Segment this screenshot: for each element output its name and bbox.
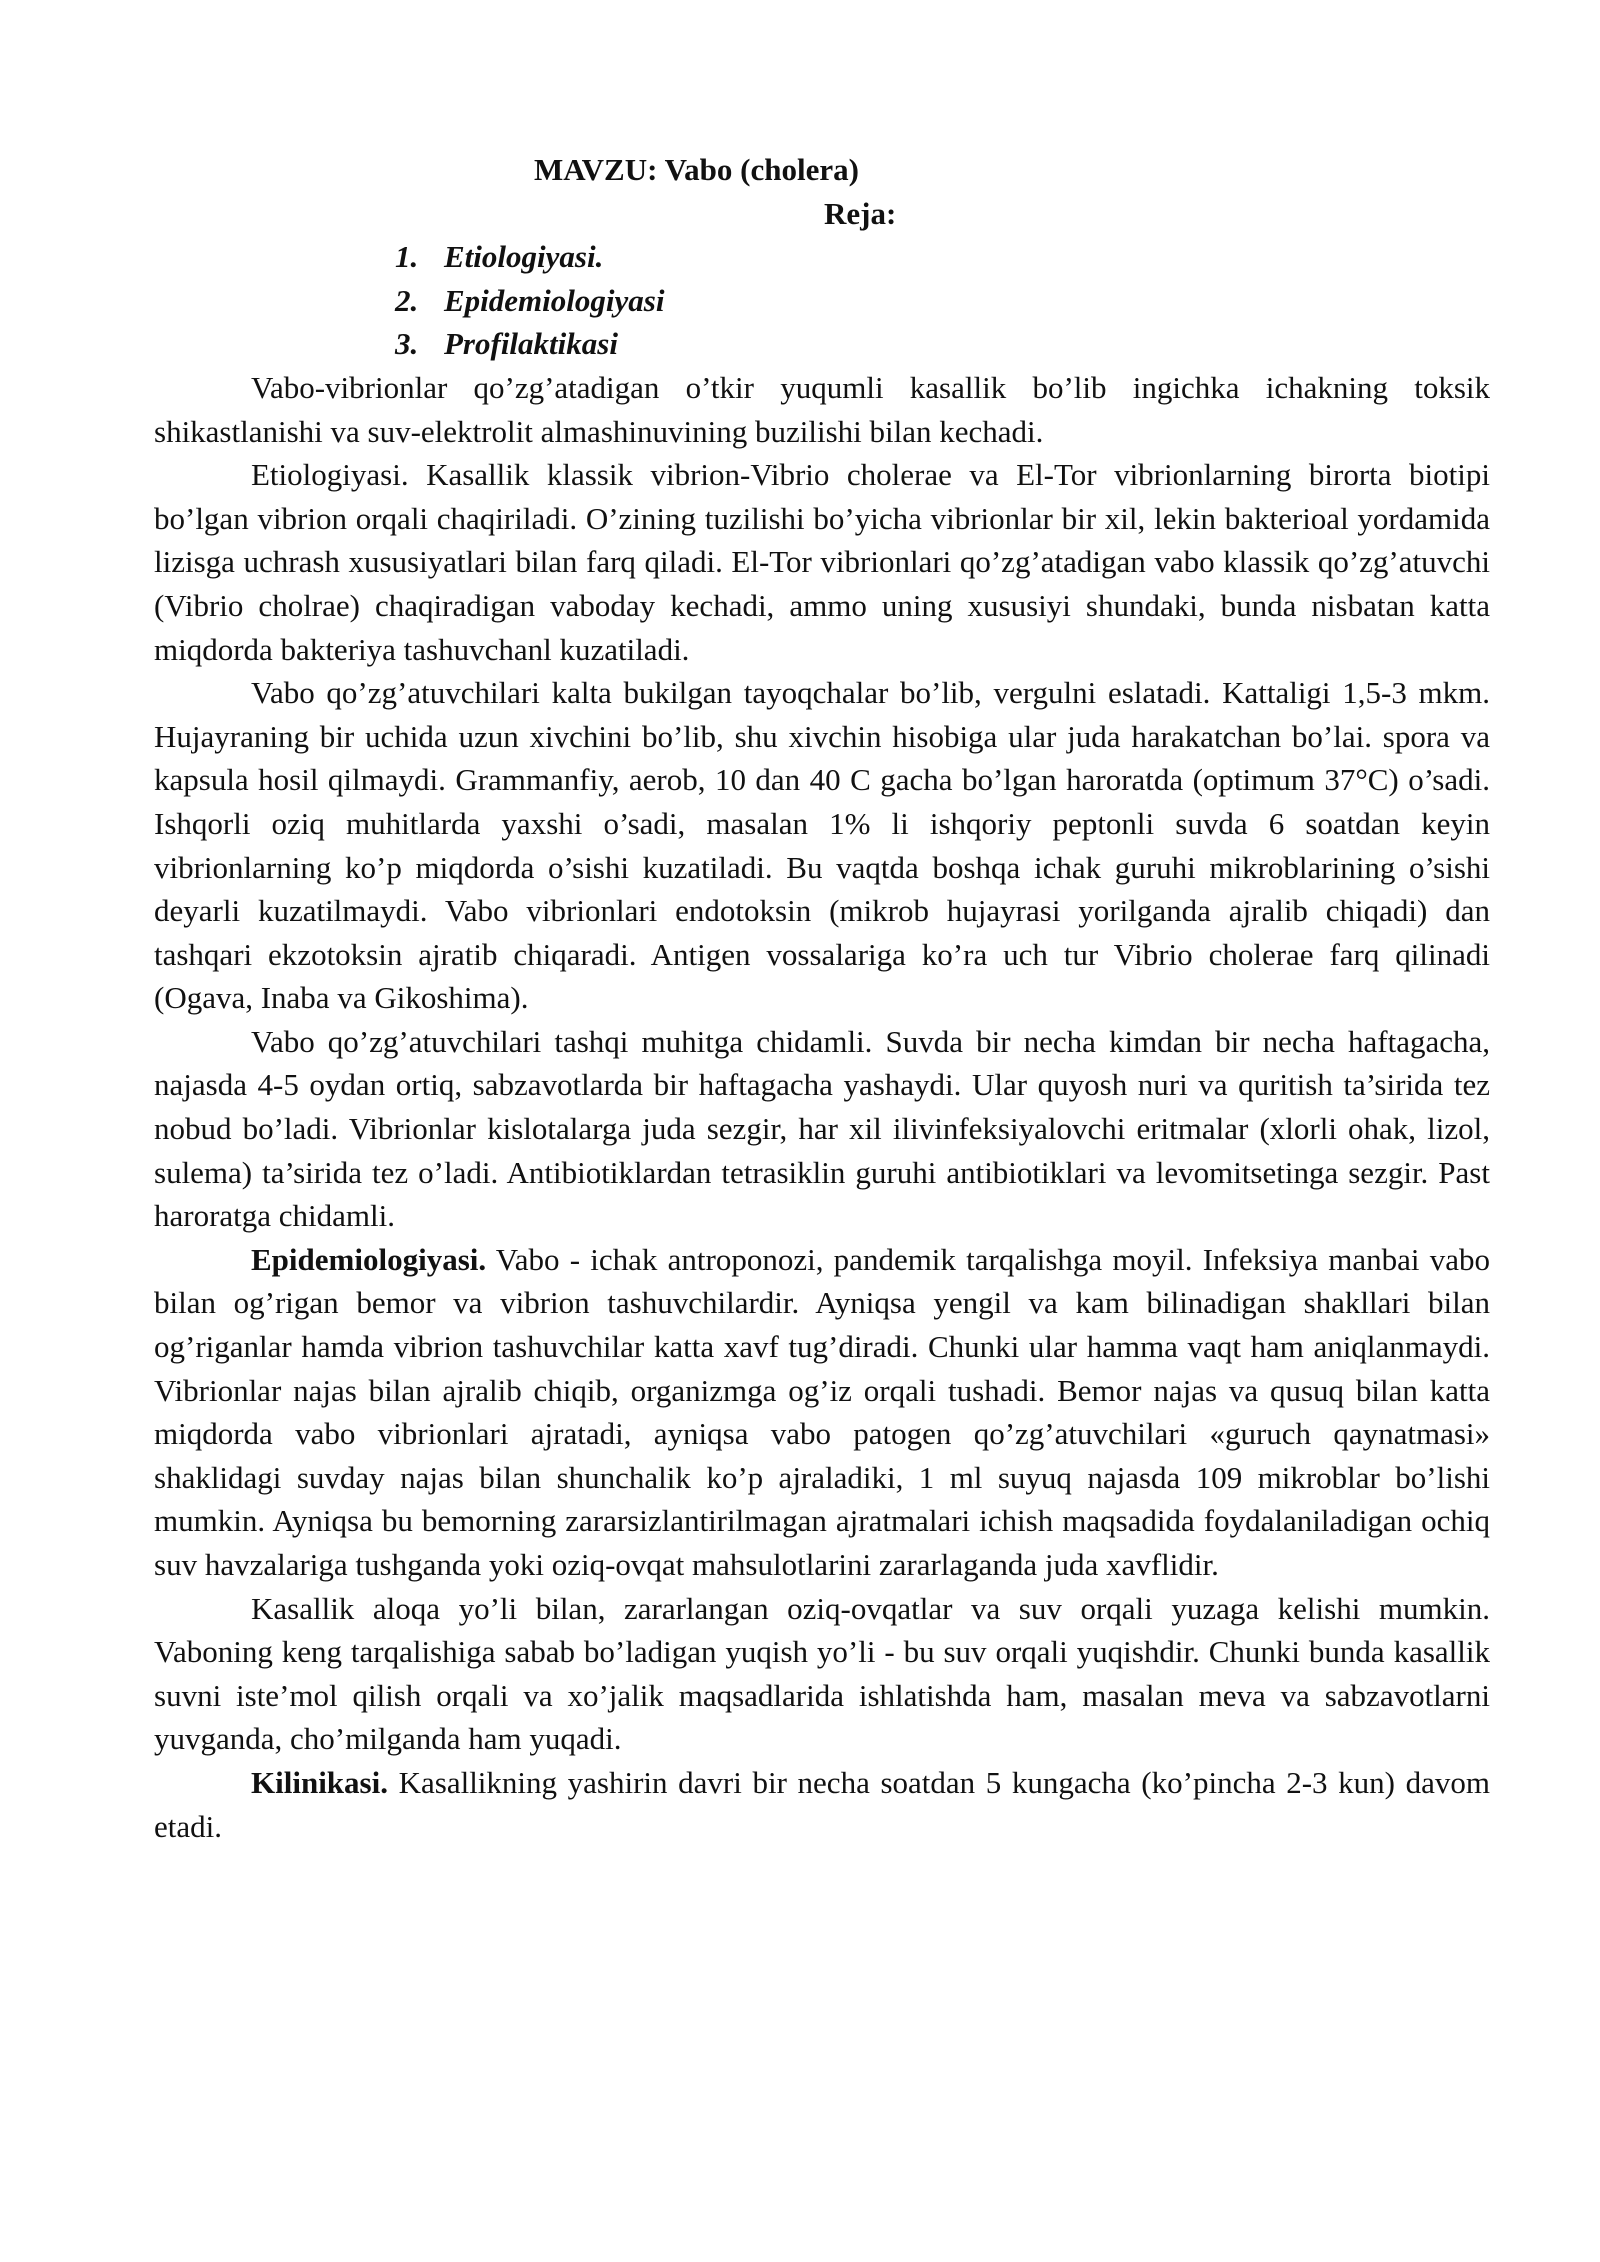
clinical-paragraph	[154, 1761, 1490, 1848]
plan-heading: Reja:	[824, 195, 897, 231]
section-lead: Kilinikasi.	[251, 1764, 388, 1800]
plan-item	[395, 322, 1490, 366]
etiology-paragraph	[154, 453, 1490, 671]
document-page	[154, 148, 1490, 1848]
page-title: MAVZU: Vabo (cholera)	[534, 152, 859, 187]
plan-item-number: 3.	[395, 326, 419, 362]
epidemiology-paragraph	[154, 1238, 1490, 1587]
paragraph-text: Vabo-vibrionlar qo’zg’atadigan o’tkir yuqumli kasallik bo’lib ingichka ichakning toksik shikastlanishi va suv-elektrolit almashinuvining buzilishi bilan kechadi.	[154, 369, 1490, 449]
plan-item-text: Profilaktikasi	[444, 326, 618, 362]
section-lead: Epidemiologiyasi.	[251, 1241, 487, 1277]
paragraph-text: Etiologiyasi. Kasallik klassik vibrion-Vibrio cholerae va El-Tor vibrionlarning birorta biotipi bo’lgan vibrion orqali chaqiriladi. O’zining tuzilishi bo’yicha vibrionlar bir xil, lekin bakterioal yordamida lizisga uchrash xususiyatlari bilan farq qiladi. El-Tor vibrionlari qo’zg’atadigan vabo klassik qo’zg’atuvchi (Vibrio cholrae) chaqiradigan vaboday kechadi, ammo uning xususiyi shundaki, bunda nisbatan katta miqdorda bakteriya tashuvchanl kuzatiladi.	[154, 457, 1490, 667]
resistance-paragraph	[154, 1020, 1490, 1238]
plan-item-number: 2.	[395, 282, 419, 318]
paragraph-text: Kasallik aloqa yo’li bilan, zararlangan oziq-ovqatlar va suv orqali yuzaga kelishi mumkin. Vaboning keng tarqalishiga sabab bo’ladigan yuqish yo’li - bu suv orqali yuqishdir. Chunki bunda kasallik suvni iste’mol qilish orqali va xo’jalik maqsadlarida ishlatishda ham, masalan meva va sabzavotlarni yuvganda, cho’milganda ham yuqadi.	[154, 1590, 1490, 1757]
plan-item-text: Etiologiyasi.	[444, 239, 604, 275]
intro-paragraph	[154, 366, 1490, 453]
paragraph-text: Vabo qo’zg’atuvchilari tashqi muhitga chidamli. Suvda bir necha kimdan bir necha haftagacha, najasda 4-5 oydan ortiq, sabzavotlarda bir haftagacha yashaydi. Ular quyosh nuri va quritish ta’sirida tez nobud bo’ladi. Vibrionlar kislotalarga juda sezgir, har xil ilivinfeksiyalovchi eritmalar (xlorli ohak, lizol, sulema) ta’sirida tez o’ladi. Antibiotiklardan tetrasiklin guruhi antibiotiklari va levomitsetinga sezgir. Past haroratga chidamli.	[154, 1023, 1490, 1234]
paragraph-text: Vabo - ichak antroponozi, pandemik tarqalishga moyil. Infeksiya manbai vabo bilan og’rigan bemor va vibrion tashuvchilardir. Ayniqsa yengil va kam bilinadigan shakllari bilan og’riganlar hamda vibrion tashuvchilar katta xavf tug’diradi. Chunki ular hamma vaqt ham aniqlanmaydi. Vibrionlar najas bilan ajralib chiqib, organizmga og’iz orqali tushadi. Bemor najas va qusuq bilan katta miqdorda vabo vibrionlari ajratadi, ayniqsa vabo patogen qo’zg’atuvchilari «guruch qaynatmasi» shaklidagi suvday najas bilan shunchalik ko’p ajraladiki, 1 ml suyuq najasda 109 mikroblar bo’lishi mumkin. Ayniqsa bu bemorning zararsizlantirilmagan ajratmalari ichish maqsadida foydalaniladigan ochiq suv havzalariga tushganda yoki oziq-ovqat mahsulotlarini zararlaganda juda xavflidir.	[154, 1241, 1490, 1582]
plan-item-text: Epidemiologiyasi	[444, 282, 665, 318]
plan-item	[395, 235, 1490, 279]
morphology-paragraph	[154, 671, 1490, 1020]
plan-item-number: 1.	[395, 239, 419, 275]
paragraph-text: Kasallikning yashirin davri bir necha soatdan 5 kungacha (ko’pincha 2-3 kun) davom etadi.	[154, 1764, 1490, 1844]
paragraph-text: Vabo qo’zg’atuvchilari kalta bukilgan tayoqchalar bo’lib, vergulni eslatadi. Kattaligi 1,5-3 mkm. Hujayraning bir uchida uzun xivchini bo’lib, shu xivchin hisobiga ular juda harakatchan bo’lai. spora va kapsula hosil qilmaydi. Grammanfiy, aerob, 10 dan 40 C gacha bo’lgan haroratda (optimum 37°C) o’sadi. Ishqorli oziq muhitlarda yaxshi o’sadi, masalan 1% li ishqoriy peptonli suvda 6 soatdan keyin vibrionlarning ko’p miqdorda o’sishi kuzatiladi. Bu vaqtda boshqa ichak guruhi mikroblarining o’sishi deyarli kuzatilmaydi. Vabo vibrionlari endotoksin (mikrob hujayrasi yorilganda ajralib chiqadi) dan tashqari ekzotoksin ajratib chiqaradi. Antigen vossalariga ko’ra uch tur Vibrio cholerae farq qilinadi (Ogava, Inaba va Gikoshima).	[154, 675, 1490, 1016]
plan-item	[395, 279, 1490, 323]
transmission-paragraph	[154, 1587, 1490, 1761]
plan-list	[154, 235, 1490, 366]
